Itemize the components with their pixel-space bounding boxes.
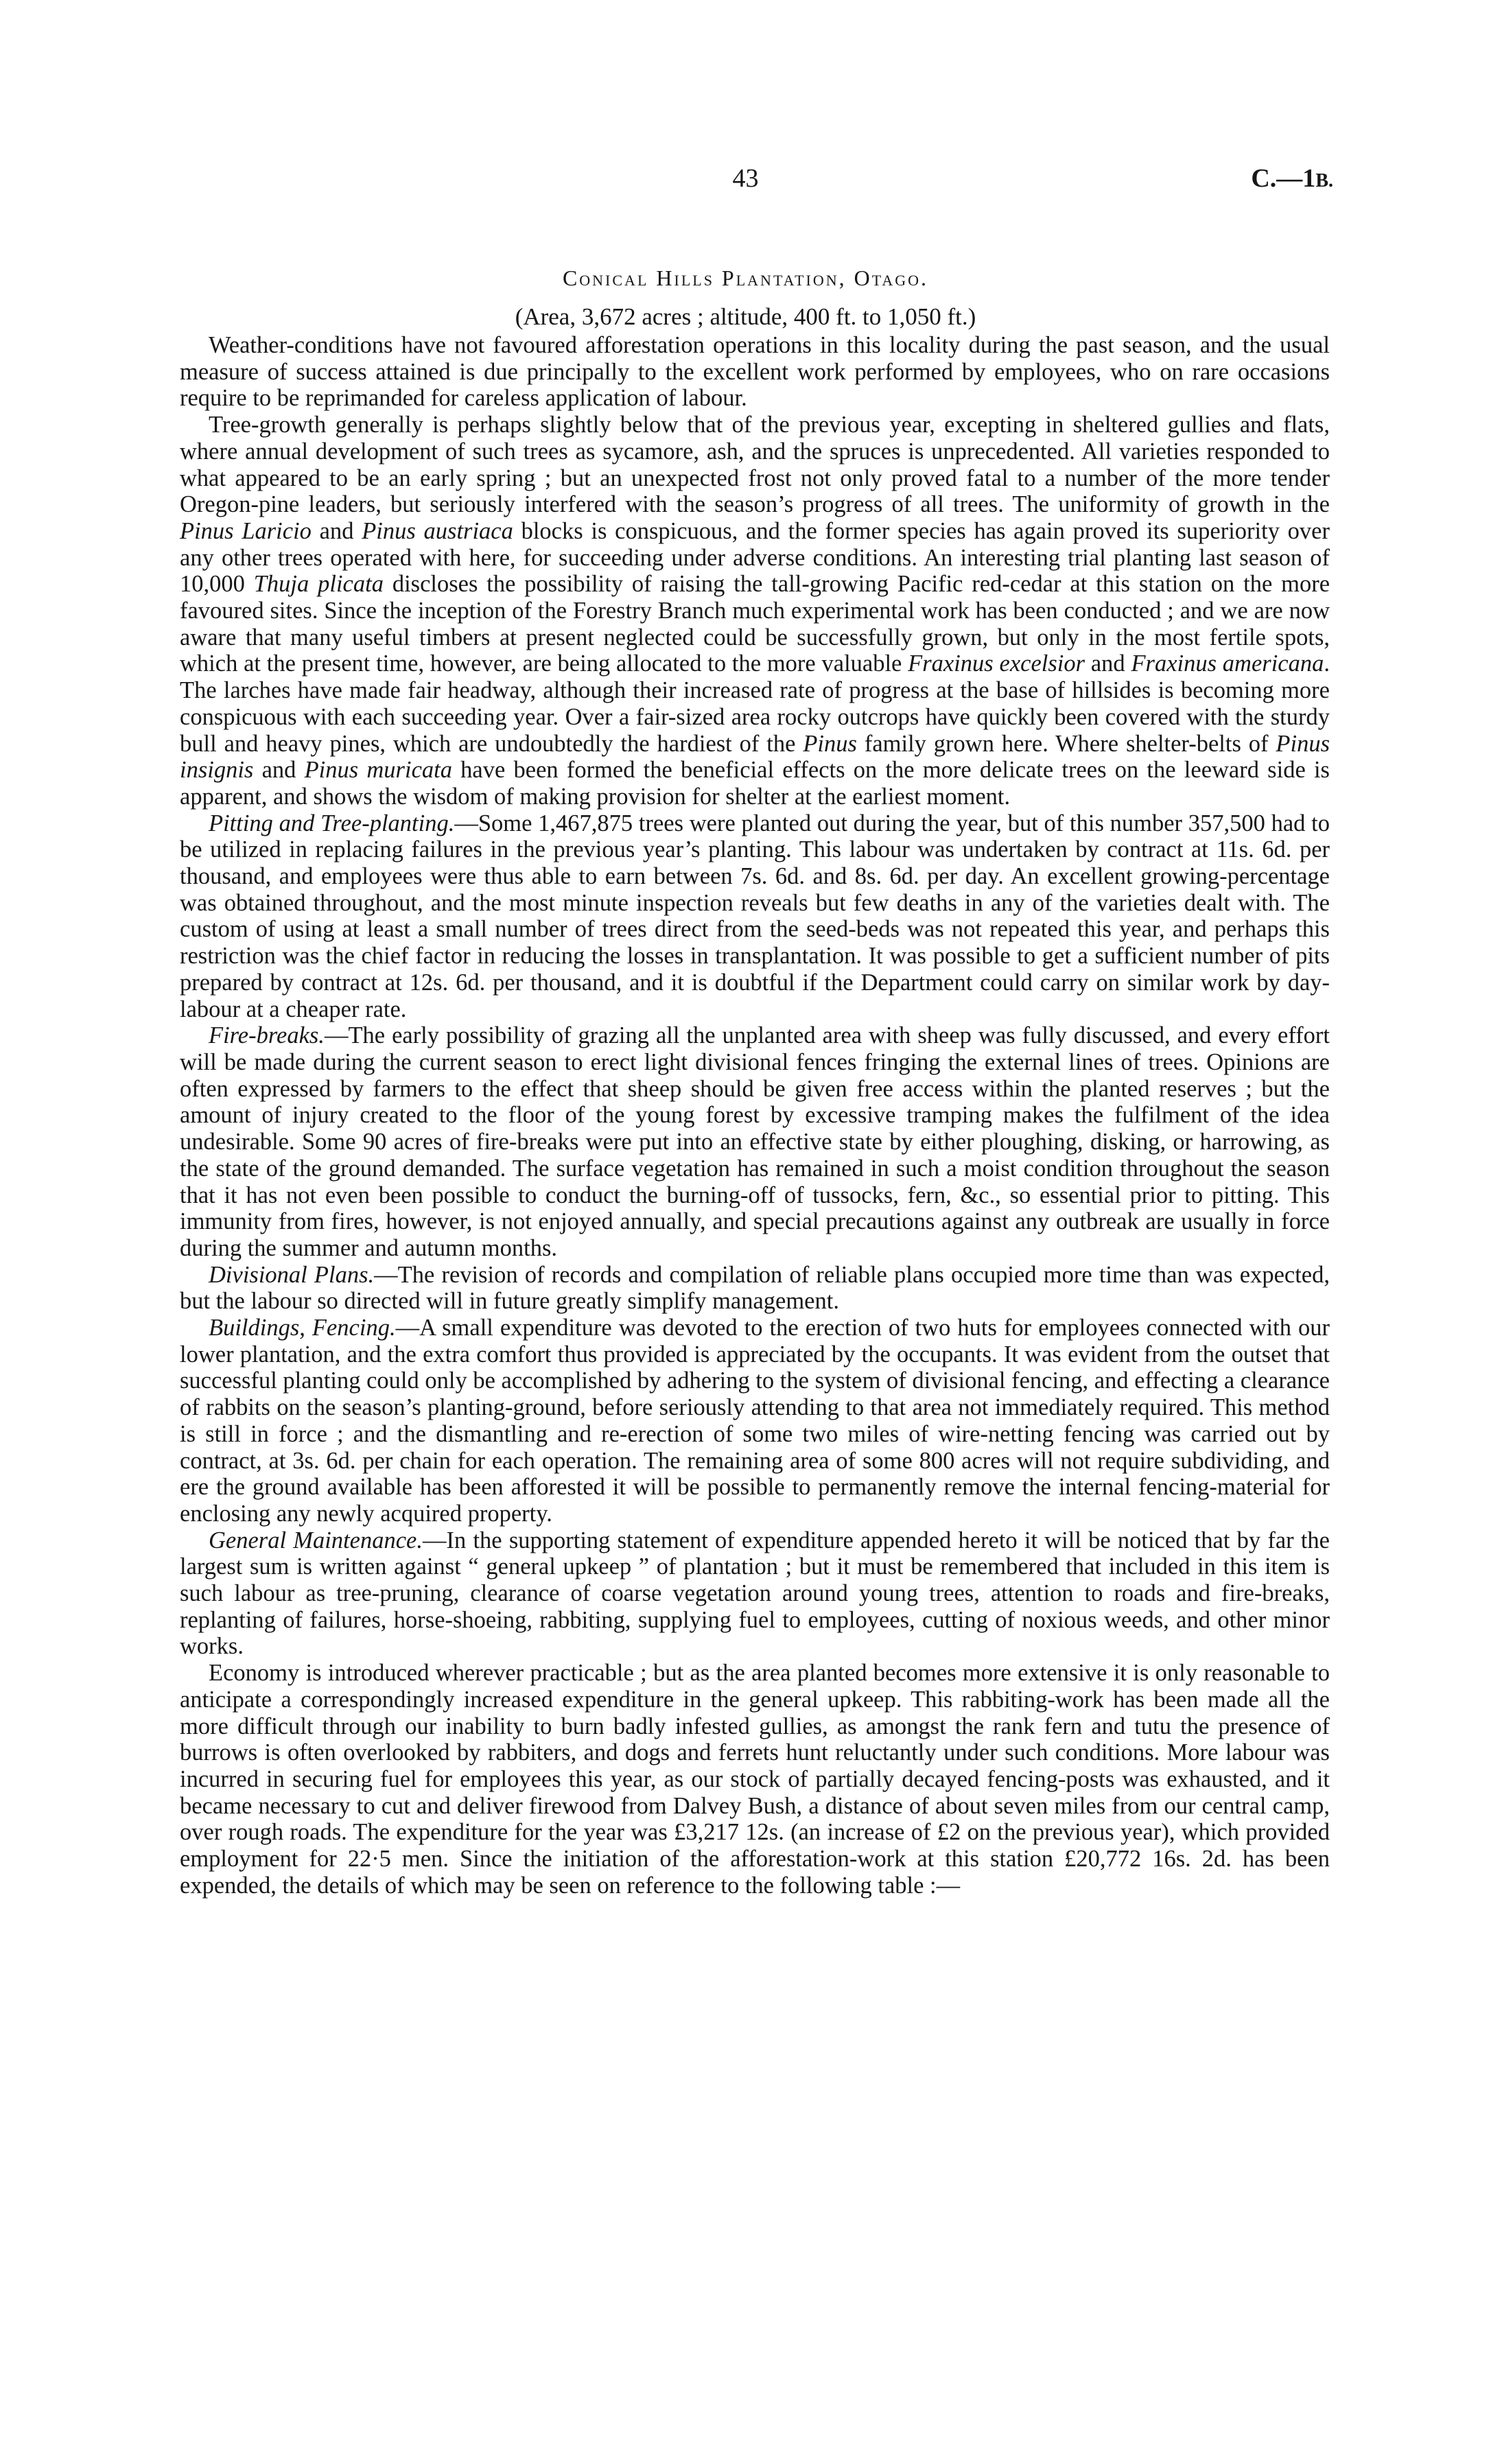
paragraph-text: and — [311, 517, 362, 544]
paragraph-text: —A small expenditure was devoted to the erection of two huts for employees connected with our lower plantation, and the extra comfort thus provided is appreciated by the occupants. It was evident from the outset that successful planting could only be accomplished by adhering to the system of divisional fencing, and effecting a clearance of rabbits on the season’s planting-ground, before seriously attending to that area not immediately required. This method is still in force ; and the dismantling and re-erection of some two miles of wire-netting fencing was carried out by contract, at 3s. 6d. per chain for each operation. The remaining area of some 800 acres will not require subdividing, and ere the ground available has been afforested it will be possible to permanently remove the internal fencing-material for enclosing any newly acquired property. — [180, 1315, 1330, 1527]
species-name: Pinus — [803, 730, 857, 757]
report-reference-suffix: B. — [1315, 170, 1333, 191]
paragraph-text: and — [1085, 650, 1131, 677]
paragraph-weather — [180, 332, 1330, 412]
paragraph-text: and — [253, 757, 305, 784]
paragraph-buildings-fencing — [180, 1315, 1330, 1527]
paragraph-text: blocks is conspicuous, and the former species has again proved its superiority over any other trees operated with here, for succeeding under adverse conditions. An interesting trial planting last season of 10,000 — [180, 517, 1330, 598]
paragraph-text: Economy is introduced wherever practicable ; but as the area planted becomes more extensive it is only reasonable to anticipate a correspondingly increased expenditure in the general upkeep. This rabbiting-work has been made all the more difficult through our inability to burn badly infested gullies, as amongst the rank fern and tutu the presence of burrows is often overlooked by rabbiters, and dogs and ferrets hunt reluctantly under such conditions. More labour was incurred in securing fuel for employees this year, as our stock of partially decayed fencing-posts was exhausted, and it became necessary to cut and deliver firewood from Dalvey Bush, a distance of about seven miles from our central camp, over rough roads. The expenditure for the year was £3,217 12s. (an increase of £2 on the previous year), which provided employment for 22·5 men. Since the initiation of the afforestation-work at this station £20,772 16s. 2d. has been expended, the details of which may be seen on reference to the following table :— — [180, 1660, 1330, 1899]
section-subtitle: (Area, 3,672 acres ; altitude, 400 ft. to 1,050 ft.) — [515, 303, 976, 330]
paragraph-tree-growth — [180, 412, 1330, 810]
body-text — [180, 332, 1330, 1899]
report-reference-code: C.—1 — [1251, 164, 1316, 193]
paragraph-general-maintenance — [180, 1527, 1330, 1661]
paragraph-text: . The larches have made fair headway, although their increased rate of progress at the base of hillsides is becoming more conspicuous with each succeeding year. Over a fair-sized area rocky outcrops have quickly been covered with the sturdy bull and heavy pines, which are undoubtedly the hardiest of the — [180, 650, 1330, 757]
paragraph-pitting — [180, 810, 1330, 1023]
report-reference — [1251, 162, 1333, 198]
species-name: Fraxinus excelsior — [908, 650, 1085, 677]
paragraph-text: have been formed the beneficial effects on the more delicate trees on the leeward side is apparent, and shows the wisdom of making provision for shelter at the earliest moment. — [180, 757, 1330, 810]
species-name: Pinus austriaca — [362, 517, 513, 544]
paragraph-heading: Buildings, Fencing. — [209, 1315, 396, 1341]
paragraph-text: —In the supporting statement of expenditure appended hereto it will be noticed that by far the largest sum is written against “ general upkeep ” of plantation ; but it must be remembered that included in this item is such labour as tree-pruning, clearance of coarse vegetation around young trees, attention to roads and fire-breaks, replanting of failures, horse-shoeing, rabbiting, supplying fuel to employees, cutting of noxious weeds, and other minor works. — [180, 1527, 1330, 1660]
species-name: Pinus insignis — [180, 730, 1330, 784]
paragraph-text: family grown here. Where shelter-belts of — [856, 730, 1276, 757]
species-name: Thuja plicata — [253, 571, 384, 598]
paragraph-text: Weather-conditions have not favoured afforestation operations in this locality during the past season, and the usual measure of success attained is due principally to the excellent work performed by employees, who on rare occasions require to be reprimanded for careless application of labour. — [180, 332, 1330, 412]
paragraph-divisional-plans — [180, 1262, 1330, 1315]
species-name: Pinus Laricio — [180, 517, 312, 544]
species-name: Pinus muricata — [304, 757, 452, 784]
paragraph-fire-breaks — [180, 1022, 1330, 1261]
paragraph-heading: Divisional Plans. — [209, 1261, 375, 1288]
paragraph-heading: General Maintenance. — [209, 1527, 423, 1553]
paragraph-text: —The revision of records and compilation of reliable plans occupied more time than was expected, but the labour so directed will in future greatly simplify management. — [180, 1261, 1330, 1315]
paragraph-text: —The early possibility of grazing all the unplanted area with sheep was fully discussed, and every effort will be made during the current season to erect light divisional fences fringing the external lines of trees. Opinions are often expressed by farmers to the effect that sheep should be given free access within the planted reserves ; but the amount of injury created to the floor of the young forest by excessive tramping makes the fulfilment of the idea undesirable. Some 90 acres of fire-breaks were put into an effective state by either ploughing, disking, or harrowing, as the state of the ground demanded. The surface vegetation has remained in such a moist condition throughout the season that it has not even been possible to conduct the burning-off of tussocks, fern, &c., so essential prior to pitting. This immunity from fires, however, is not enjoyed annually, and special precautions against any outbreak are usually in force during the summer and autumn months. — [180, 1022, 1330, 1261]
paragraph-text: Tree-growth generally is perhaps slightly below that of the previous year, excepting in sheltered gullies and flats, where annual development of such trees as sycamore, ash, and the spruces is unprecedented. All varieties responded to what appeared to be an early spring ; but an unexpected frost not only proved fatal to a number of the more tender Oregon-pine leaders, but seriously interfered with the season’s progress of all trees. The uniformity of growth in the — [180, 412, 1330, 518]
paragraph-text: —Some 1,467,875 trees were planted out during the year, but of this number 357,500 had to be utilized in replacing failures in the previous year’s planting. This labour was undertaken by contract at 11s. 6d. per thousand, and employees were thus able to earn between 7s. 6d. and 8s. 6d. per day. An excellent growing-percentage was obtained throughout, and the most minute inspection reveals but few deaths in any of the varieties dealt with. The custom of using at least a small number of trees direct from the seed-beds was not repeated this year, and perhaps this restriction was the chief factor in reducing the losses in transplantation. It was possible to get a sufficient number of pits prepared by contract at 12s. 6d. per thousand, and it is doubtful if the Department could carry on similar work by day-labour at a cheaper rate. — [180, 810, 1330, 1022]
paragraph-heading: Fire-breaks. — [209, 1022, 325, 1049]
paragraph-text: discloses the possibility of raising the tall-growing Pacific red-cedar at this station on the more favoured sites. Since the inception of the Forestry Branch much experimental work has been conducted ; and we are now aware that many useful timbers at present neglected could be successfully grown, but only in the most fertile spots, which at the present time, however, are being allocated to the more valuable — [180, 571, 1330, 677]
page-number: 43 — [732, 164, 759, 193]
paragraph-heading: Pitting and Tree-planting. — [209, 810, 455, 836]
species-name: Fraxinus americana — [1131, 650, 1324, 677]
section-title: Conical Hills Plantation, Otago. — [562, 266, 929, 290]
paragraph-economy — [180, 1660, 1330, 1899]
